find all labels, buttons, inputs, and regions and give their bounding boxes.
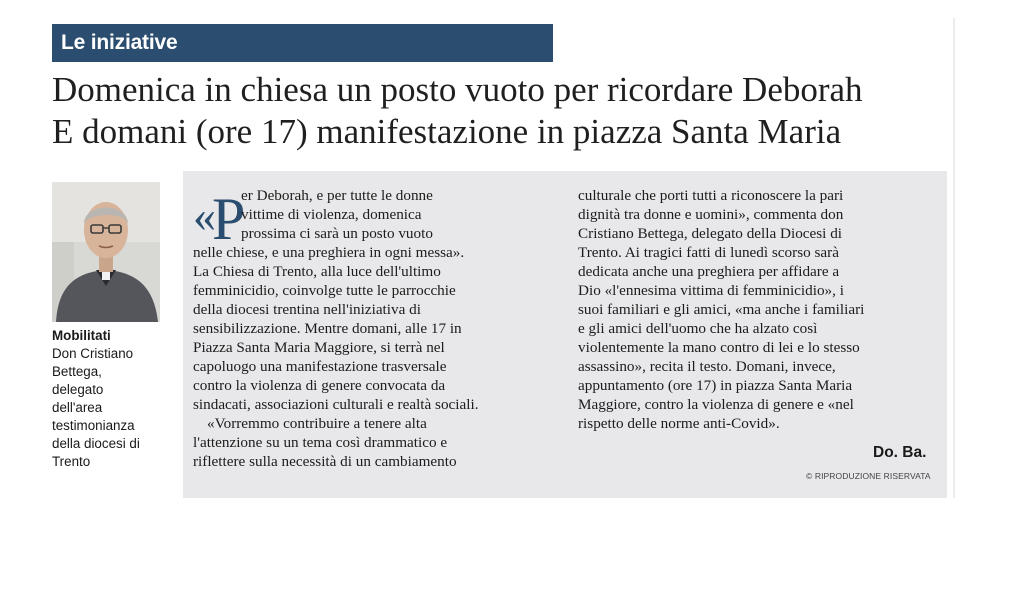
- article-line: riflettere sulla necessità di un cambiamento: [193, 453, 457, 470]
- caption-line: delegato: [52, 382, 104, 397]
- article-line: femminicidio, coinvolge tutte le parrocchie: [193, 282, 456, 299]
- article-line: appuntamento (ore 17) in piazza Santa Maria: [578, 377, 853, 394]
- drop-cap-guillemet: «: [193, 190, 210, 241]
- caption-line: Trento: [52, 454, 91, 469]
- article-line: capoluogo una manifestazione trasversale: [193, 358, 447, 375]
- article-line: Maggiore, contro la violenza di genere e «nel: [578, 396, 854, 413]
- column-divider: [953, 18, 955, 498]
- section-kicker: [52, 24, 553, 62]
- article-line: «Vorremmo contribuire a tenere alta: [207, 415, 427, 432]
- article-line: l'attenzione su un tema così drammatico e: [193, 434, 448, 451]
- portrait-photo: [52, 182, 160, 322]
- drop-cap-letter: P: [212, 186, 246, 252]
- article-line: vittime di violenza, domenica: [241, 206, 422, 223]
- article-line: assassino», recita il testo. Domani, invece,: [578, 358, 836, 375]
- article-line: contro la violenza di genere convocata da: [193, 377, 446, 394]
- headline-line-2: E domani (ore 17) manifestazione in piazza Santa Maria: [52, 112, 842, 151]
- article-line: dignità tra donne e uomini», commenta don: [578, 206, 844, 223]
- caption-line: della diocesi di: [52, 436, 140, 451]
- headline-line-1: Domenica in chiesa un posto vuoto per ricordare Deborah: [52, 70, 863, 109]
- article-line: della diocesi trentina nell'iniziativa di: [193, 301, 421, 318]
- article-line: er Deborah, e per tutte le donne: [241, 187, 433, 204]
- article-line: prossima ci sarà un posto vuoto: [241, 225, 433, 242]
- caption-title: Mobilitati: [52, 328, 111, 343]
- copyright-notice: © RIPRODUZIONE RISERVATA: [806, 471, 931, 481]
- article-line: rispetto delle norme anti-Covid».: [578, 415, 780, 432]
- kicker-label: Le iniziative: [61, 31, 178, 54]
- article-column-1: [193, 186, 563, 471]
- caption-line: testimonianza: [52, 418, 135, 433]
- caption-line: Don Cristiano: [52, 346, 134, 361]
- article-line: Cristiano Bettega, delegato della Diocesi di: [578, 225, 843, 242]
- article-line: sensibilizzazione. Mentre domani, alle 17 in: [193, 320, 462, 337]
- article-line: Trento. Ai tragici fatti di lunedì scorso sarà: [578, 244, 839, 261]
- article-line: violentemente la mano contro di lei e lo stesso: [578, 339, 860, 356]
- article-line: sindacati, associazioni culturali e realtà sociali.: [193, 396, 479, 413]
- headline: [52, 69, 952, 153]
- article-line: e gli amici dell'uomo che ha alzato così: [578, 320, 818, 337]
- article-column-2: [578, 186, 940, 433]
- photo-caption: [52, 327, 174, 471]
- caption-line: Bettega,: [52, 364, 102, 379]
- article-line: suoi familiari e gli amici, «ma anche i familiari: [578, 301, 865, 318]
- article-line: Piazza Santa Maria Maggiore, si terrà nel: [193, 339, 445, 356]
- caption-line: dell'area: [52, 400, 103, 415]
- article-line: La Chiesa di Trento, alla luce dell'ultimo: [193, 263, 441, 280]
- article-line: culturale che porti tutti a riconoscere la pari: [578, 187, 844, 204]
- author-signature: Do. Ba.: [873, 444, 927, 461]
- article-line: dedicata anche una preghiera per affidare a: [578, 263, 840, 280]
- article-line: Dio «l'ennesima vittima di femminicidio», i: [578, 282, 844, 299]
- article-line: nelle chiese, e una preghiera in ogni messa».: [193, 244, 465, 261]
